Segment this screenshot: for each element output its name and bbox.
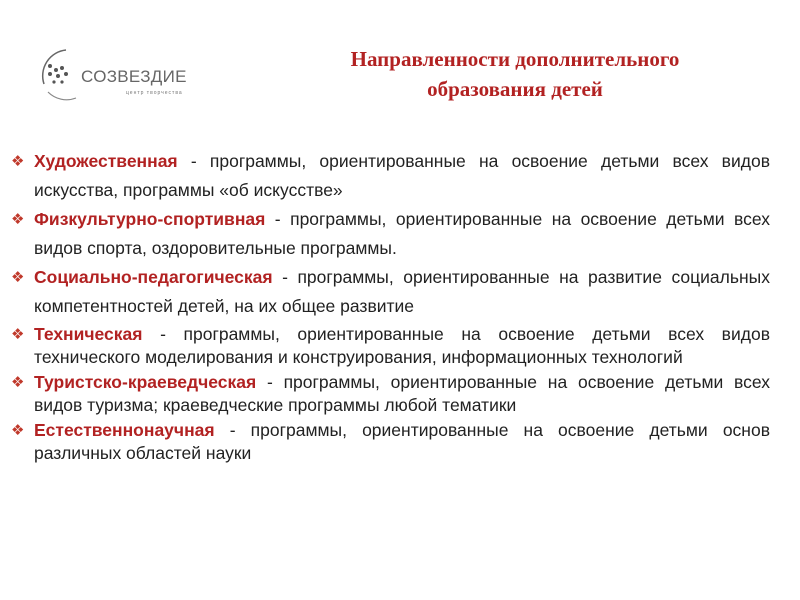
logo-name: СОЗВЕЗДИЕ — [81, 67, 187, 86]
ornament-bullet-icon: ❖ — [11, 373, 25, 391]
item-term: Художественная — [34, 151, 178, 171]
list-item-tourism — [10, 371, 770, 417]
item-text: - программы, ориентированные на развитие социальных компетентностей детей, на их общее развитие — [34, 267, 770, 316]
item-term: Физкультурно-спортивная — [34, 209, 266, 229]
list-item-science — [10, 419, 770, 465]
item-text: - программы, ориентированные на освоение детьми всех видов туризма; краеведческие программы любой тематики — [34, 372, 770, 415]
item-term: Социально-педагогическая — [34, 267, 273, 287]
logo — [36, 40, 226, 110]
directions-list — [10, 147, 770, 465]
list-item-sport — [10, 205, 770, 263]
item-text: - программы, ориентированные на освоение детьми всех видов искусства, программы «об искусстве» — [34, 151, 770, 200]
logo-tagline: центр творчества — [126, 90, 183, 96]
list-item-social — [10, 263, 770, 321]
item-term: Техническая — [34, 324, 143, 344]
item-text: - программы, ориентированные на освоение детьми всех видов технического моделирования и конструирования, информационных технологий — [34, 324, 770, 367]
title-line-1: Направленности дополнительного — [350, 47, 680, 71]
ornament-bullet-icon: ❖ — [11, 325, 25, 343]
ornament-bullet-icon: ❖ — [11, 210, 25, 228]
ornament-bullet-icon: ❖ — [11, 268, 25, 286]
ornament-bullet-icon: ❖ — [11, 152, 25, 170]
item-text: - программы, ориентированные на освоение детьми основ различных областей науки — [34, 420, 770, 463]
ornament-bullet-icon: ❖ — [11, 421, 25, 439]
item-term: Туристско-краеведческая — [34, 372, 257, 392]
page-title — [250, 44, 780, 104]
item-text: - программы, ориентированные на освоение детьми всех видов спорта, оздоровительные программы. — [34, 209, 770, 258]
list-item-technical — [10, 323, 770, 369]
item-term: Естественнонаучная — [34, 420, 215, 440]
title-line-2: образования детей — [427, 77, 603, 101]
list-item-artistic — [10, 147, 770, 205]
